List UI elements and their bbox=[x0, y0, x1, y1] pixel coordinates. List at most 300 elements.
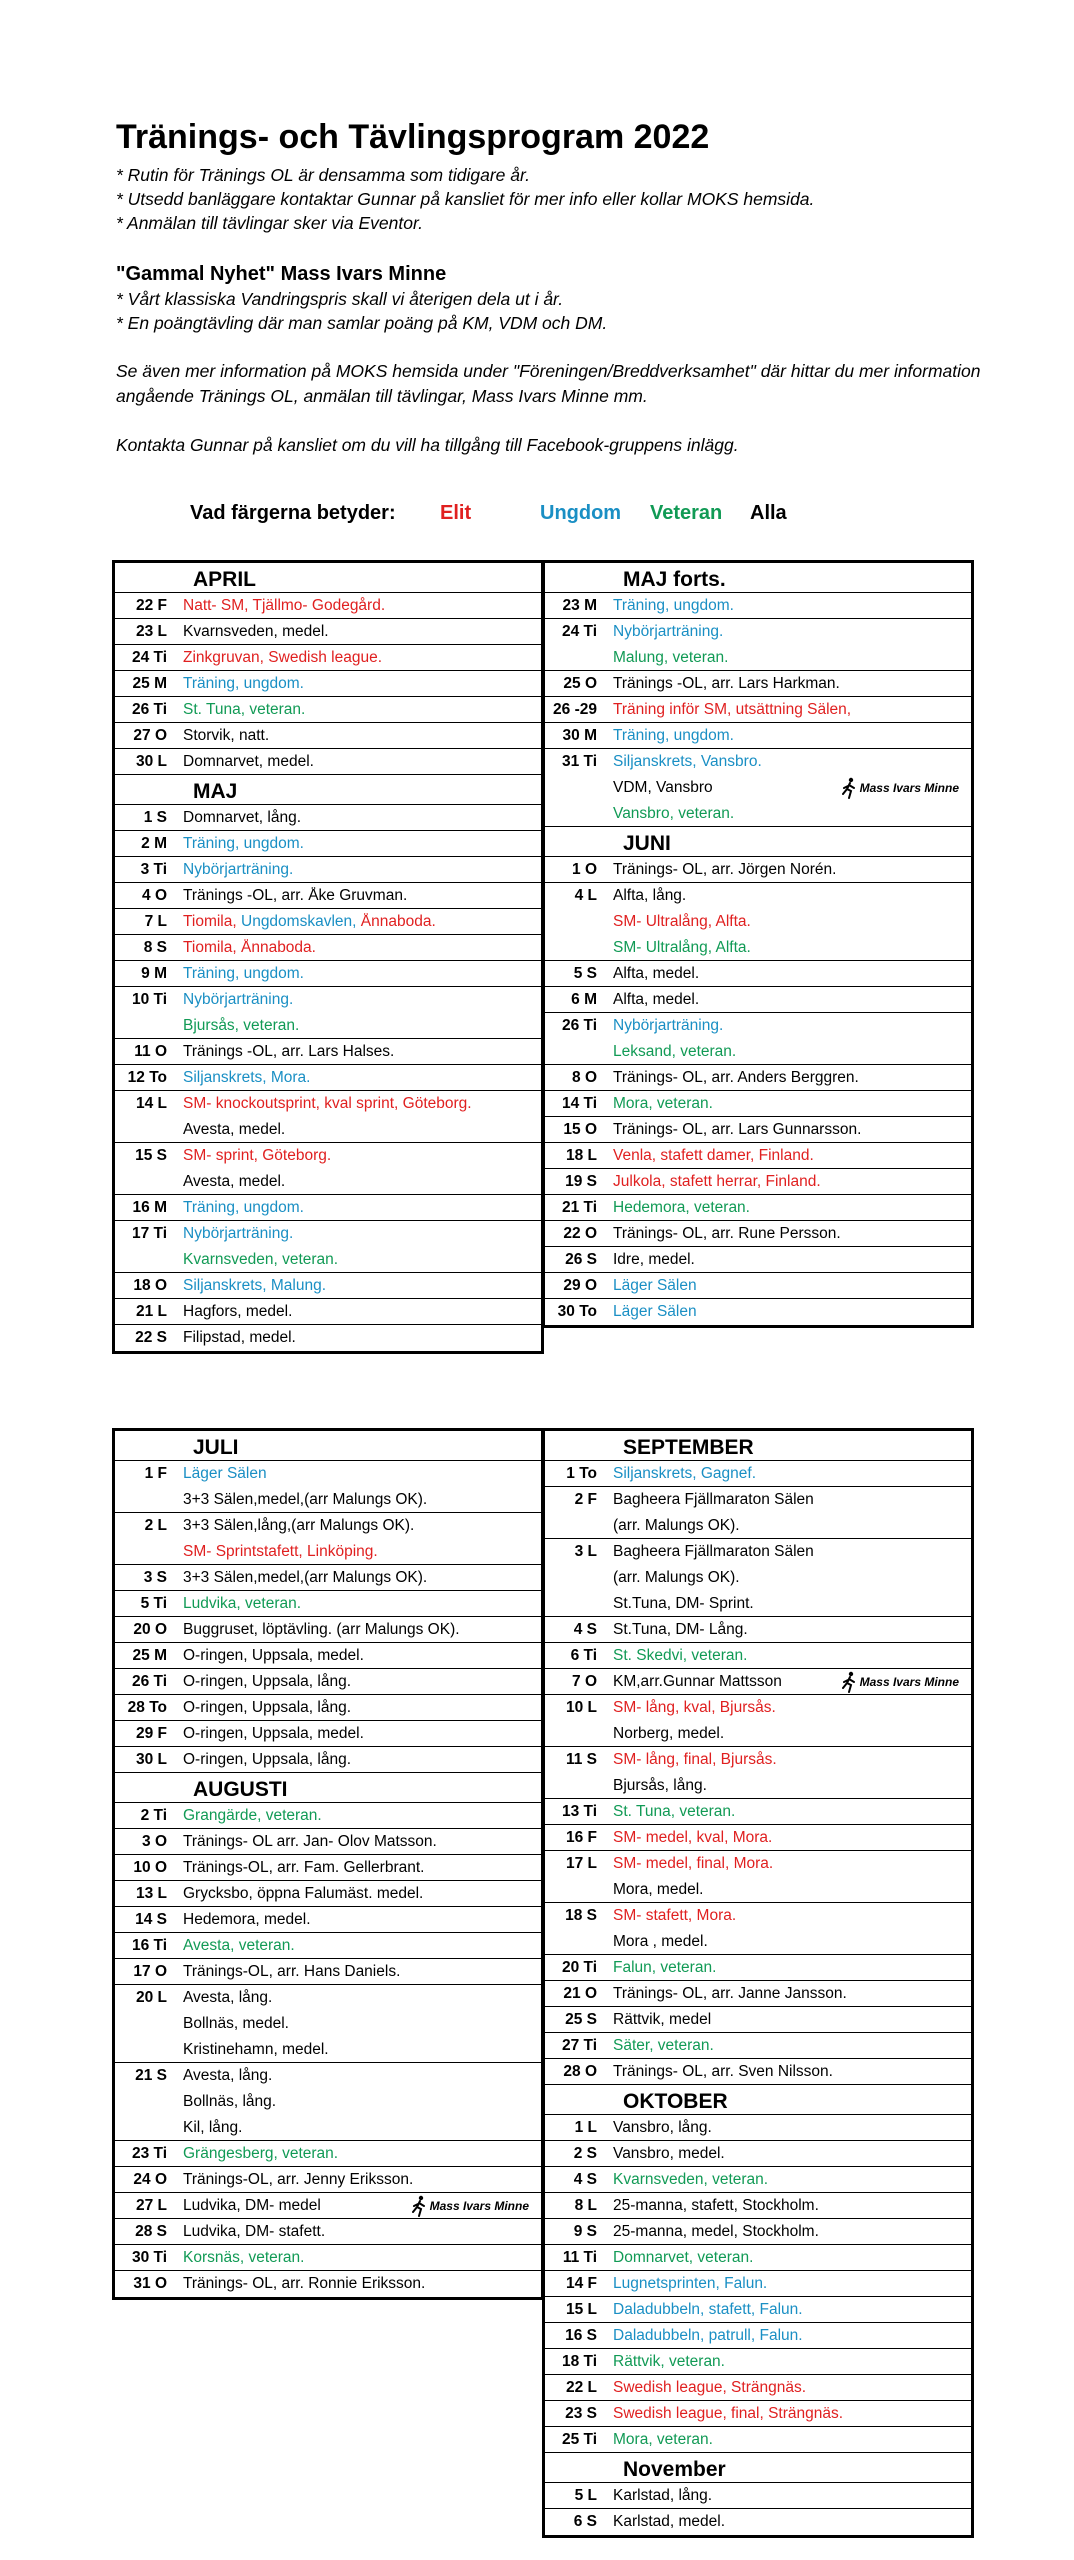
event-segment: Malung, veteran. bbox=[613, 648, 729, 666]
schedule-row bbox=[115, 2089, 541, 2115]
event-segment: Träning, ungdom. bbox=[183, 964, 304, 982]
event-text bbox=[177, 1173, 541, 1191]
event-segment: Nybörjarträning. bbox=[613, 1017, 724, 1034]
event-text bbox=[177, 965, 541, 983]
mim-note: * En poängtävling där man samlar poäng på KM, VDM och DM. bbox=[116, 313, 608, 333]
schedule-row bbox=[115, 831, 541, 857]
date-label: 4 O bbox=[142, 886, 167, 904]
event-text bbox=[607, 1017, 971, 1035]
schedule-row bbox=[115, 2219, 541, 2245]
event-text bbox=[177, 1277, 541, 1295]
event-segment: Bollnäs, lång. bbox=[183, 2093, 277, 2110]
event-segment: Domnarvet, lång. bbox=[183, 808, 302, 826]
event-text bbox=[607, 1491, 971, 1509]
event-segment: Vansbro, medel. bbox=[613, 2144, 725, 2162]
date-label: 23 S bbox=[565, 2404, 597, 2422]
schedule-row bbox=[115, 1539, 541, 1565]
runner-icon bbox=[412, 2195, 426, 2217]
event-text bbox=[177, 809, 541, 827]
event-text bbox=[177, 1569, 541, 1587]
event-text bbox=[177, 1885, 541, 1903]
event-segment: SM- knockoutsprint, kval sprint, Göteborg. bbox=[183, 1095, 472, 1112]
date-label: 14 S bbox=[135, 1910, 167, 1928]
schedule-row bbox=[545, 2115, 971, 2141]
event-text bbox=[607, 2037, 971, 2055]
date-label: 1 S bbox=[143, 808, 167, 826]
event-segment: Siljanskrets, Vansbro. bbox=[613, 753, 762, 770]
schedule-row bbox=[545, 1221, 971, 1247]
event-text bbox=[177, 649, 541, 667]
event-segment: Rättvik, veteran. bbox=[613, 2352, 725, 2370]
schedule-row bbox=[545, 1195, 971, 1221]
schedule-row bbox=[545, 801, 971, 827]
month-heading bbox=[545, 827, 971, 857]
date-label: 18 L bbox=[565, 1146, 597, 1164]
event-text bbox=[607, 1933, 971, 1951]
event-text bbox=[607, 939, 971, 957]
date-label: 10 Ti bbox=[131, 991, 167, 1008]
event-segment: SM- medel, final, Mora. bbox=[613, 1855, 774, 1872]
event-text bbox=[607, 1959, 971, 1977]
event-text bbox=[607, 1225, 971, 1243]
event-text bbox=[607, 2353, 971, 2371]
schedule-row bbox=[115, 1829, 541, 1855]
date-label: 21 O bbox=[563, 1984, 597, 2002]
schedule-row bbox=[545, 619, 971, 645]
schedule-row bbox=[545, 1695, 971, 1721]
schedule-row bbox=[545, 1981, 971, 2007]
event-segment: Swedish league, Strängnäs. bbox=[613, 2378, 807, 2396]
event-segment: SM- Ultralång, Alfta. bbox=[613, 913, 751, 930]
schedule-row bbox=[545, 857, 971, 883]
date-label: 26 Ti bbox=[131, 1672, 167, 1690]
date-label: 3 Ti bbox=[140, 860, 167, 878]
schedule-row bbox=[545, 909, 971, 935]
event-text bbox=[607, 1907, 971, 1925]
event-text bbox=[607, 965, 971, 983]
mass-ivars-minne-badge bbox=[412, 2195, 541, 2217]
event-segment: Träning inför SM, utsättning Sälen, bbox=[613, 700, 852, 718]
event-segment: Tränings- OL, arr. Ronnie Eriksson. bbox=[183, 2275, 426, 2292]
event-text bbox=[607, 1595, 971, 1613]
schedule-row bbox=[115, 1959, 541, 1985]
event-text bbox=[177, 1043, 541, 1061]
event-text bbox=[607, 1803, 971, 1821]
event-segment: Bagheera Fjällmaraton Sälen bbox=[613, 1491, 814, 1508]
schedule-row bbox=[115, 1221, 541, 1247]
schedule-row bbox=[545, 2141, 971, 2167]
event-segment: Lugnetsprinten, Falun. bbox=[613, 2274, 768, 2292]
date-label: 8 O bbox=[572, 1068, 597, 1086]
event-text bbox=[607, 1069, 971, 1087]
date-label: 15 O bbox=[563, 1120, 597, 1138]
schedule-row bbox=[115, 1513, 541, 1539]
event-segment: Norberg, medel. bbox=[613, 1724, 725, 1742]
event-text bbox=[607, 2171, 971, 2189]
event-segment: Bjursås, veteran. bbox=[183, 1016, 300, 1034]
event-text bbox=[177, 597, 541, 615]
event-text bbox=[177, 1017, 541, 1035]
event-text bbox=[607, 2223, 971, 2241]
date-label: 10 L bbox=[565, 1699, 597, 1716]
event-text bbox=[607, 1095, 971, 1113]
date-label: 19 S bbox=[565, 1172, 597, 1190]
event-text bbox=[607, 1303, 971, 1321]
date-label: 20 O bbox=[133, 1620, 167, 1638]
event-text bbox=[607, 1517, 971, 1535]
date-label: 22 S bbox=[135, 1329, 167, 1346]
date-label: 20 L bbox=[135, 1989, 167, 2006]
event-text bbox=[177, 1095, 541, 1113]
event-text bbox=[607, 1725, 971, 1743]
event-text bbox=[177, 753, 541, 771]
event-text bbox=[607, 1985, 971, 2003]
schedule-row bbox=[115, 2193, 541, 2219]
schedule-row bbox=[115, 2037, 541, 2063]
event-text bbox=[607, 623, 971, 641]
event-text bbox=[607, 727, 971, 745]
event-segment: St.Tuna, DM- Sprint. bbox=[613, 1594, 754, 1612]
event-text bbox=[177, 913, 541, 931]
event-text bbox=[607, 1569, 971, 1587]
date-label: 17 Ti bbox=[131, 1225, 167, 1242]
schedule-row bbox=[545, 2033, 971, 2059]
event-segment: Siljanskrets, Mora. bbox=[183, 1068, 311, 1086]
event-segment: Mora, medel. bbox=[613, 1880, 704, 1898]
event-segment: St. Tuna, veteran. bbox=[613, 1802, 736, 1820]
event-segment: St.Tuna, DM- Lång. bbox=[613, 1620, 748, 1638]
month-label: JUNI bbox=[623, 832, 671, 855]
schedule-row bbox=[545, 2059, 971, 2085]
event-segment: Avesta, medel. bbox=[183, 1172, 286, 1190]
event-segment: Ungdomskavlen, bbox=[241, 912, 361, 930]
date-label: 8 L bbox=[574, 2196, 597, 2214]
event-segment: O-ringen, Uppsala, medel. bbox=[183, 1646, 364, 1664]
date-label: 9 S bbox=[573, 2222, 597, 2240]
color-legend bbox=[190, 502, 787, 525]
schedule-row bbox=[545, 1851, 971, 1877]
event-text bbox=[607, 2249, 971, 2267]
month-label: SEPTEMBER bbox=[623, 1436, 754, 1459]
event-text bbox=[177, 1517, 541, 1535]
event-segment: Läger Sälen bbox=[613, 1276, 697, 1294]
date-label: 30 To bbox=[557, 1303, 597, 1320]
date-label: 16 S bbox=[565, 2326, 597, 2344]
date-label: 1 O bbox=[572, 860, 597, 878]
date-label: 14 F bbox=[565, 2274, 597, 2292]
event-segment: Säter, veteran. bbox=[613, 2036, 714, 2054]
runner-icon bbox=[842, 1671, 856, 1693]
schedule-row bbox=[115, 1013, 541, 1039]
schedule-row bbox=[115, 961, 541, 987]
schedule-row bbox=[545, 2483, 971, 2509]
schedule-row bbox=[115, 909, 541, 935]
event-text bbox=[177, 2093, 541, 2111]
month-label: APRIL bbox=[193, 568, 256, 591]
schedule-row bbox=[115, 1933, 541, 1959]
event-segment: Hagfors, medel. bbox=[183, 1302, 293, 1320]
month-heading bbox=[545, 563, 971, 593]
schedule-row bbox=[545, 1773, 971, 1799]
date-label: 18 O bbox=[133, 1276, 167, 1294]
schedule-row bbox=[115, 593, 541, 619]
date-label: 16 Ti bbox=[131, 1936, 167, 1954]
event-segment: Mora, veteran. bbox=[613, 2430, 713, 2448]
event-text bbox=[177, 1303, 541, 1321]
event-segment: St. Skedvi, veteran. bbox=[613, 1646, 748, 1664]
schedule-row bbox=[545, 2323, 971, 2349]
legend-ungdom: Ungdom bbox=[540, 502, 622, 524]
date-label: 2 S bbox=[573, 2144, 597, 2162]
schedule-row bbox=[115, 697, 541, 723]
event-segment: Tiomila, Ånnaboda. bbox=[183, 938, 316, 956]
event-text bbox=[177, 1069, 541, 1087]
event-text bbox=[177, 1329, 541, 1347]
event-text bbox=[177, 675, 541, 693]
date-label: 28 To bbox=[127, 1698, 167, 1716]
date-label: 5 Ti bbox=[140, 1594, 167, 1612]
date-label: 1 F bbox=[144, 1465, 167, 1482]
date-label: 30 M bbox=[562, 726, 597, 744]
date-label: 10 O bbox=[133, 1858, 167, 1876]
month-heading bbox=[115, 1773, 541, 1803]
date-label: 22 L bbox=[565, 2378, 597, 2396]
date-label: 1 L bbox=[574, 2118, 597, 2136]
schedule-row bbox=[115, 1091, 541, 1117]
event-segment: Hedemora, veteran. bbox=[613, 1198, 750, 1216]
event-segment: SM- Ultralång, Alfta. bbox=[613, 938, 751, 956]
schedule-row bbox=[115, 1565, 541, 1591]
event-segment: Nybörjarträning. bbox=[183, 991, 294, 1008]
event-segment: Idre, medel. bbox=[613, 1250, 695, 1268]
schedule-row bbox=[545, 935, 971, 961]
date-label: 23 M bbox=[562, 596, 597, 614]
date-label: 4 S bbox=[573, 2170, 597, 2188]
schedule-row bbox=[115, 1065, 541, 1091]
event-text bbox=[607, 1751, 971, 1769]
event-text bbox=[177, 2223, 541, 2241]
event-text bbox=[607, 1043, 971, 1061]
event-segment: Falun, veteran. bbox=[613, 1958, 717, 1976]
mass-ivars-minne-badge bbox=[842, 777, 971, 799]
event-segment: Bjursås, lång. bbox=[613, 1776, 707, 1794]
event-text bbox=[607, 887, 971, 905]
date-label: 15 S bbox=[135, 1147, 167, 1164]
schedule-row bbox=[545, 723, 971, 749]
schedule-row bbox=[115, 1325, 541, 1351]
event-text bbox=[177, 1543, 541, 1561]
event-text bbox=[177, 1725, 541, 1743]
schedule-row bbox=[115, 1143, 541, 1169]
event-text bbox=[177, 2145, 541, 2163]
date-label: 2 L bbox=[144, 1517, 167, 1534]
schedule-row bbox=[545, 697, 971, 723]
event-segment: Venla, stafett damer, Finland. bbox=[613, 1146, 814, 1164]
schedule-row bbox=[545, 1513, 971, 1539]
event-text bbox=[177, 2171, 541, 2189]
event-text bbox=[607, 2405, 971, 2423]
schedule-row bbox=[115, 1591, 541, 1617]
schedule-row bbox=[115, 1669, 541, 1695]
event-segment: Hedemora, medel. bbox=[183, 1910, 311, 1928]
schedule-row bbox=[545, 775, 971, 801]
month-heading bbox=[545, 2085, 971, 2115]
schedule-row bbox=[115, 1273, 541, 1299]
schedule-row bbox=[115, 1695, 541, 1721]
event-text bbox=[607, 1647, 971, 1665]
schedule-row bbox=[115, 2245, 541, 2271]
event-text bbox=[607, 1699, 971, 1717]
schedule-row bbox=[115, 805, 541, 831]
event-text bbox=[607, 1147, 971, 1165]
event-text bbox=[177, 861, 541, 879]
event-segment: 3+3 Sälen,lång,(arr Malungs OK). bbox=[183, 1517, 415, 1534]
schedule-row bbox=[545, 2219, 971, 2245]
event-segment: SM- Sprintstafett, Linköping. bbox=[183, 1542, 378, 1560]
date-label: 6 M bbox=[571, 990, 597, 1008]
schedule-row bbox=[545, 1299, 971, 1325]
schedule-row bbox=[545, 1825, 971, 1851]
event-text bbox=[177, 1699, 541, 1717]
event-text bbox=[607, 649, 971, 667]
schedule-row bbox=[545, 2007, 971, 2033]
schedule-row bbox=[545, 1013, 971, 1039]
schedule-row bbox=[545, 1799, 971, 1825]
event-segment: O-ringen, Uppsala, lång. bbox=[183, 1750, 352, 1768]
date-label: 3 L bbox=[574, 1543, 597, 1560]
date-label: 17 L bbox=[565, 1855, 597, 1872]
date-label: 22 F bbox=[135, 596, 167, 614]
schedule-september-november bbox=[542, 1428, 974, 2538]
schedule-row bbox=[115, 857, 541, 883]
schedule-row bbox=[545, 1247, 971, 1273]
schedule-row bbox=[545, 645, 971, 671]
date-label: 31 O bbox=[133, 2275, 167, 2292]
event-segment: Daladubbeln, stafett, Falun. bbox=[613, 2300, 803, 2318]
legend-veteran: Veteran bbox=[650, 502, 723, 524]
event-segment: Ludvika, DM- medel bbox=[183, 2196, 321, 2214]
event-segment: Tränings- OL, arr. Jörgen Norén. bbox=[613, 860, 837, 878]
schedule-row bbox=[545, 1091, 971, 1117]
legend-alla: Alla bbox=[750, 502, 787, 524]
event-text bbox=[177, 1647, 541, 1665]
date-label: 26 Ti bbox=[561, 1017, 597, 1034]
event-text bbox=[607, 2011, 971, 2029]
schedule-row bbox=[545, 1539, 971, 1565]
event-text bbox=[177, 1199, 541, 1217]
event-segment: 3+3 Sälen,medel,(arr Malungs OK). bbox=[183, 1568, 428, 1586]
schedule-row bbox=[545, 2427, 971, 2453]
event-text bbox=[177, 1859, 541, 1877]
date-label: 6 Ti bbox=[570, 1646, 597, 1664]
event-segment: (arr. Malungs OK). bbox=[613, 1569, 740, 1586]
schedule-row bbox=[545, 2509, 971, 2535]
event-text bbox=[177, 727, 541, 745]
date-label: 29 F bbox=[135, 1724, 167, 1742]
event-segment: Läger Sälen bbox=[613, 1303, 697, 1320]
date-label: 13 Ti bbox=[561, 1802, 597, 1820]
badge-label: Mass Ivars Minne bbox=[429, 2198, 529, 2213]
event-segment: Filipstad, medel. bbox=[183, 1329, 296, 1346]
month-heading bbox=[115, 563, 541, 593]
schedule-row bbox=[115, 1247, 541, 1273]
event-text bbox=[177, 1225, 541, 1243]
schedule-row bbox=[545, 987, 971, 1013]
date-label: 27 O bbox=[133, 726, 167, 744]
schedule-row bbox=[545, 1669, 971, 1695]
date-label: 29 O bbox=[563, 1276, 597, 1294]
event-text bbox=[177, 1751, 541, 1769]
date-label: 16 M bbox=[132, 1198, 167, 1216]
schedule-row bbox=[115, 2011, 541, 2037]
schedule-row bbox=[115, 1461, 541, 1487]
schedule-row bbox=[545, 1117, 971, 1143]
date-label: 15 L bbox=[565, 2300, 597, 2318]
schedule-row bbox=[545, 2297, 971, 2323]
event-segment: VDM, Vansbro bbox=[613, 779, 713, 796]
legend-elit: Elit bbox=[440, 502, 472, 524]
date-label: 26 -29 bbox=[553, 700, 597, 718]
event-segment: Ludvika, DM- stafett. bbox=[183, 2222, 326, 2240]
schedule-row bbox=[545, 1591, 971, 1617]
event-text bbox=[607, 753, 971, 771]
event-segment: Tränings- OL, arr. Rune Persson. bbox=[613, 1224, 841, 1242]
schedule-row bbox=[545, 593, 971, 619]
date-label: 11 S bbox=[565, 1751, 597, 1768]
date-label: 14 Ti bbox=[561, 1094, 597, 1112]
schedule-row bbox=[545, 2193, 971, 2219]
schedule-july-august bbox=[112, 1428, 544, 2300]
event-segment: 3+3 Sälen,medel,(arr Malungs OK). bbox=[183, 1490, 428, 1508]
event-segment: Tränings-OL, arr. Fam. Gellerbrant. bbox=[183, 1858, 425, 1876]
event-segment: Kil, lång. bbox=[183, 2118, 243, 2136]
event-text bbox=[177, 1465, 541, 1483]
date-label: 2 F bbox=[574, 1491, 597, 1508]
event-segment: Kvarnsveden, veteran. bbox=[183, 1250, 339, 1268]
event-text bbox=[177, 2119, 541, 2137]
event-segment: Natt- SM, Tjällmo- Godegård. bbox=[183, 596, 386, 614]
schedule-row bbox=[115, 2063, 541, 2089]
schedule-row bbox=[115, 1299, 541, 1325]
date-label: 14 L bbox=[135, 1095, 167, 1112]
schedule-row bbox=[545, 883, 971, 909]
schedule-row bbox=[115, 2141, 541, 2167]
event-segment: Avesta, medel. bbox=[183, 1120, 286, 1138]
schedule-row bbox=[115, 2167, 541, 2193]
event-text bbox=[607, 2379, 971, 2397]
event-text bbox=[177, 1121, 541, 1139]
event-text bbox=[607, 2431, 971, 2449]
event-segment: Grycksbo, öppna Falumäst. medel. bbox=[183, 1884, 424, 1902]
month-label: AUGUSTI bbox=[193, 1778, 288, 1801]
event-segment: Mora, veteran. bbox=[613, 1094, 713, 1112]
event-segment: Mora , medel. bbox=[613, 1932, 708, 1950]
event-text bbox=[177, 2015, 541, 2033]
event-text bbox=[177, 2197, 412, 2215]
event-text bbox=[177, 991, 541, 1009]
date-label: 9 M bbox=[141, 964, 167, 982]
event-segment: Avesta, veteran. bbox=[183, 1936, 295, 1954]
schedule-row bbox=[545, 1643, 971, 1669]
schedule-row bbox=[115, 1117, 541, 1143]
date-label: 21 Ti bbox=[561, 1198, 597, 1216]
date-label: 2 M bbox=[141, 834, 167, 852]
event-segment: Tränings -OL, arr. Lars Halses. bbox=[183, 1042, 395, 1060]
event-text bbox=[177, 939, 541, 957]
month-heading bbox=[115, 1431, 541, 1461]
schedule-row bbox=[545, 1039, 971, 1065]
event-segment: Daladubbeln, patrull, Falun. bbox=[613, 2326, 803, 2344]
